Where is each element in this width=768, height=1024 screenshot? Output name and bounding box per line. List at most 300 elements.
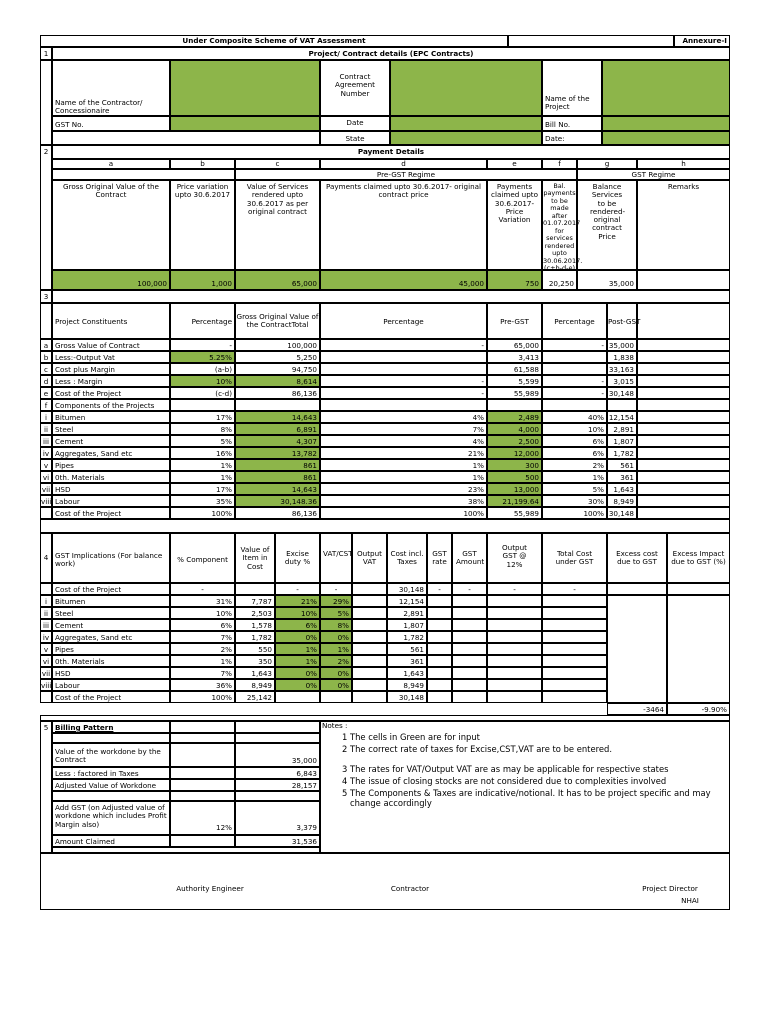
constituent-post-gst: 3,015 (607, 375, 637, 387)
header-output-vat: Output VAT (352, 533, 387, 583)
constituent-post-gst: 12,154 (607, 411, 637, 423)
constituent-percentage-3: 30% (542, 495, 607, 507)
constituent-gross-value: 5,250 (235, 351, 320, 363)
header-cost-incl-taxes: Cost incl. Taxes (387, 533, 427, 583)
constituent-pre-gst: 300 (487, 459, 542, 471)
gst-row-output-gst (487, 607, 542, 619)
constituent-percentage-2 (320, 351, 487, 363)
gst-row-component: 10% (170, 607, 235, 619)
constituent-label: Cement (52, 435, 170, 447)
gst-row-total (542, 631, 607, 643)
row-index: a (40, 339, 52, 351)
constituent-gross-value: 6,891 (235, 423, 320, 435)
gst-row-component: 7% (170, 631, 235, 643)
row-index: v (40, 459, 52, 471)
constituent-pre-gst: 2,489 (487, 411, 542, 423)
billing-blank-row2c (235, 733, 320, 743)
gst-row-value: 7,787 (235, 595, 275, 607)
gst-row-excise: 0% (275, 667, 320, 679)
date-label: Date (320, 116, 390, 131)
gst-row-label: Cost of the Project (52, 583, 170, 595)
gst-row-component: 7% (170, 667, 235, 679)
gst-row-cost-incl: 1,807 (387, 619, 427, 631)
constituent-spare (637, 375, 730, 387)
section1-left-margin (40, 60, 52, 145)
row-index: e (40, 387, 52, 399)
gst-row-cost-incl: 30,148 (387, 691, 427, 703)
constituent-percentage: 17% (170, 483, 235, 495)
section2-title: Payment Details (52, 145, 730, 159)
constituent-spare (637, 483, 730, 495)
gst-row-output-gst (487, 667, 542, 679)
gst-row-excise: 0% (275, 679, 320, 691)
constituent-post-gst (607, 399, 637, 411)
note-text: The Components & Taxes are indicative/notional. It has to be project specific and may change accordingly (350, 788, 711, 808)
constituent-pre-gst: 55,989 (487, 507, 542, 519)
billing-blank-row2a (52, 733, 170, 743)
value-price-variation[interactable]: 1,000 (170, 270, 235, 290)
gst-row-cost-incl: 12,154 (387, 595, 427, 607)
section4-cost-row-spare (40, 583, 52, 595)
contractor-label: Name of the Contractor/ Concessionaire (52, 60, 170, 116)
gst-row-vat: 0% (320, 679, 352, 691)
gst-row-vat: 2% (320, 655, 352, 667)
gst-row-value: 1,643 (235, 667, 275, 679)
gst-row-output-gst (487, 679, 542, 691)
gst-row-cost-incl: 1,782 (387, 631, 427, 643)
constituent-gross-value: 30,148.36 (235, 495, 320, 507)
gst-row-rate (427, 667, 452, 679)
header-gst-implications: GST Implications (For balance work) (52, 533, 170, 583)
billing-blank-row2b (170, 733, 235, 743)
gst-row-rate (427, 655, 452, 667)
row-index: vii (41, 485, 51, 494)
header-percentage-3: Percentage (542, 303, 607, 339)
billing-adjusted-label: Adjusted Value of Workdone (52, 779, 170, 791)
header-spacer (508, 35, 674, 47)
constituent-label: 0th. Materials (52, 471, 170, 483)
gst-row-output-gst: - (487, 583, 542, 595)
constituent-pre-gst: 61,588 (487, 363, 542, 375)
section1-title: Project/ Contract details (EPC Contracts) (52, 47, 730, 60)
constituent-label: Cost of the Project (52, 507, 170, 519)
gst-row-total (542, 643, 607, 655)
constituent-post-gst: 1,643 (607, 483, 637, 495)
constituent-percentage: 35% (170, 495, 235, 507)
gst-row-output-vat (352, 667, 387, 679)
billing-add-gst-pct: 12% (170, 801, 235, 835)
value-payments-original[interactable]: 45,000 (320, 270, 487, 290)
constituent-percentage-2: - (320, 375, 487, 387)
section3-number: 3 (40, 290, 52, 303)
constituent-percentage-3: 2% (542, 459, 607, 471)
gst-row-total (542, 667, 607, 679)
constituent-percentage: 1% (170, 471, 235, 483)
note-number: 4 (342, 776, 348, 786)
value-balance-payments: 20,250 (542, 270, 577, 290)
gst-row-output-vat (352, 619, 387, 631)
billing-workdone-label: Value of the workdone by the Contract (52, 743, 170, 767)
project-name-label: Name of the Project (542, 60, 602, 116)
constituent-percentage-2: 23% (320, 483, 487, 495)
gst-row-output-gst (487, 643, 542, 655)
gst-row-vat: 5% (320, 607, 352, 619)
header-gst-rate: GST rate (427, 533, 452, 583)
constituent-percentage (170, 399, 235, 411)
header-gross-original-total: Gross Original Value of the ContractTotal (235, 303, 320, 339)
row-index: f (40, 399, 52, 411)
billing-taxes-value: 6,843 (235, 767, 320, 779)
gst-row-output-vat (352, 655, 387, 667)
constituent-percentage-2 (320, 399, 487, 411)
billing-add-gst-label: Add GST (on Adjusted value of workdone which includes Profit Margin also) (52, 801, 170, 835)
billing-blank-row6c (235, 791, 320, 801)
gst-row-value: 8,949 (235, 679, 275, 691)
constituent-percentage: (c-d) (170, 387, 235, 399)
constituent-label: Pipes (52, 459, 170, 471)
billing-workdone-pct (170, 743, 235, 767)
gst-row-excise: 6% (275, 619, 320, 631)
gst-row-vat: - (320, 583, 352, 595)
section3-left-margin (40, 303, 52, 339)
row-index: c (40, 363, 52, 375)
constituent-spare (637, 411, 730, 423)
constituent-gross-value: 13,782 (235, 447, 320, 459)
gst-row-rate (427, 595, 452, 607)
gst-row-value: 25,142 (235, 691, 275, 703)
gst-row-index: iii (40, 619, 52, 631)
header-balance-services: Balance Services to be rendered-original contract Price (577, 180, 637, 270)
section1-number: 1 (40, 47, 52, 60)
constituent-gross-value (235, 399, 320, 411)
gst-row-vat: 0% (320, 667, 352, 679)
header-post-gst: Post-GST (607, 303, 637, 339)
gst-row-value (235, 583, 275, 595)
gst-row-label: Cement (52, 619, 170, 631)
gst-row-output-vat (352, 631, 387, 643)
note-number: 2 (342, 744, 348, 754)
constituent-percentage-2: 38% (320, 495, 487, 507)
constituent-percentage-2: 21% (320, 447, 487, 459)
constituent-percentage-3: 10% (542, 423, 607, 435)
constituent-pre-gst: 21,199.64 (487, 495, 542, 507)
gst-row-output-gst (487, 655, 542, 667)
header-balance-payments: Bal. payments to be made after 01.07.2017 for services rendered upto 30.06.2017. (c+b-d-e) (543, 182, 583, 273)
constituent-spare (637, 435, 730, 447)
gst-row-vat (320, 691, 352, 703)
bill-no-input[interactable] (602, 116, 730, 131)
constituent-label: Labour (52, 495, 170, 507)
constituent-label: HSD (52, 483, 170, 495)
constituent-percentage: (a-b) (170, 363, 235, 375)
constituent-percentage-3: - (542, 375, 607, 387)
org-label: NHAI (681, 896, 699, 905)
value-gross-original[interactable]: 100,000 (52, 270, 170, 290)
note-text: The issue of closing stocks are not considered due to complexities involved (350, 776, 667, 786)
constituent-percentage-3: - (542, 339, 607, 351)
gst-row-rate (427, 643, 452, 655)
gst-row-vat: 1% (320, 643, 352, 655)
gst-row-component: 6% (170, 619, 235, 631)
header-vat-cst: VAT/CST (320, 533, 352, 583)
constituent-post-gst: 561 (607, 459, 637, 471)
value-services-rendered[interactable]: 65,000 (235, 270, 320, 290)
constituent-percentage-2: 4% (320, 411, 487, 423)
gst-row-rate (427, 607, 452, 619)
gst-row-value: 2,503 (235, 607, 275, 619)
row-index: viii (41, 497, 52, 506)
billing-adjusted-pct (170, 779, 235, 791)
constituent-pre-gst: 12,000 (487, 447, 542, 459)
col-letter-e: e (487, 159, 542, 169)
header-value-of-item: Value of Item in Cost (235, 533, 275, 583)
header-percentage: Percentage (170, 303, 235, 339)
constituent-percentage: 16% (170, 447, 235, 459)
excess-cost-value: -3464 (607, 703, 667, 715)
gst-row-component: 1% (170, 655, 235, 667)
gst-row-cost-incl: 361 (387, 655, 427, 667)
constituent-label: Less : Margin (52, 375, 170, 387)
section3-header-spare (637, 303, 730, 339)
header-excess-impact: Excess Impact due to GST (%) (667, 533, 730, 583)
gst-row-cost-incl: 561 (387, 643, 427, 655)
constituent-percentage-3 (542, 351, 607, 363)
gst-row-index: i (40, 595, 52, 607)
row-index: i (40, 411, 52, 423)
constituent-spare (637, 351, 730, 363)
row-index: vi (40, 471, 52, 483)
constituent-percentage-3: 5% (542, 483, 607, 495)
constituent-spare (637, 399, 730, 411)
gst-row-total (542, 679, 607, 691)
gst-row-total (542, 691, 607, 703)
signature-block (40, 853, 730, 910)
constituent-percentage-2: 100% (320, 507, 487, 519)
gst-row-excise: 0% (275, 631, 320, 643)
constituent-percentage-3: - (542, 387, 607, 399)
gst-row-amount (452, 619, 487, 631)
date2-label: Date: (542, 131, 602, 145)
constituent-post-gst: 30,148 (607, 387, 637, 399)
constituent-percentage-2: 1% (320, 471, 487, 483)
constituent-post-gst: 1,838 (607, 351, 637, 363)
gst-row-excise: 1% (275, 643, 320, 655)
gst-row-value: 1,578 (235, 619, 275, 631)
constituent-post-gst: 1,782 (607, 447, 637, 459)
section2-number: 2 (40, 145, 52, 290)
constituent-percentage-2: 4% (320, 435, 487, 447)
header-total-cost-gst: Total Cost under GST (542, 533, 607, 583)
header-excess-cost: Excess cost due to GST (607, 533, 667, 583)
gst-row-amount (452, 679, 487, 691)
vat-assessment-sheet (40, 35, 730, 910)
gst-row-total: - (542, 583, 607, 595)
excess-cost-top (607, 583, 667, 595)
gst-row-output-gst (487, 631, 542, 643)
gst-row-vat: 0% (320, 631, 352, 643)
header-percentage-2: Percentage (320, 303, 487, 339)
gst-row-label: Bitumen (52, 595, 170, 607)
header-project-constituents: Project Constituents (52, 303, 170, 339)
col-letter-a: a (52, 159, 170, 169)
billing-amount-claimed-label: Amount Claimed (52, 835, 170, 847)
regime-row-blank (52, 169, 235, 180)
gst-row-excise: 21% (275, 595, 320, 607)
header-component: % Component (170, 533, 235, 583)
col-letter-b: b (170, 159, 235, 169)
date2-input[interactable] (602, 131, 730, 145)
constituent-percentage: 5.25% (170, 351, 235, 363)
gst-row-output-vat (352, 583, 387, 595)
constituent-spare (637, 507, 730, 519)
gst-row-label: Steel (52, 607, 170, 619)
header-gst-amount: GST Amount (452, 533, 487, 583)
constituent-percentage-2: - (320, 387, 487, 399)
note-text: The rates for VAT/Output VAT are as may be applicable for respective states (350, 764, 669, 774)
billing-blank-row6a (52, 791, 170, 801)
gst-row-value: 1,782 (235, 631, 275, 643)
gst-row-total (542, 607, 607, 619)
state-row-blank (52, 131, 320, 145)
constituent-percentage-2 (320, 363, 487, 375)
constituent-label: Components of the Projects (52, 399, 170, 411)
excess-impact-top (667, 583, 730, 595)
gst-row-cost-incl: 1,643 (387, 667, 427, 679)
header-output-gst: Output GST @ 12% (487, 533, 542, 583)
gst-row-rate (427, 619, 452, 631)
annexure-label: Annexure-I (674, 35, 730, 47)
constituent-percentage-3: 100% (542, 507, 607, 519)
header-payments-claimed-original: Payments claimed upto 30.6.2017- original contract price (320, 180, 487, 270)
gst-no-input[interactable] (170, 116, 320, 131)
constituent-post-gst: 30,148 (607, 507, 637, 519)
gst-row-amount (452, 643, 487, 655)
constituent-label: Gross Value of Contract (52, 339, 170, 351)
billing-blank-row6b (170, 791, 235, 801)
gst-row-amount (452, 667, 487, 679)
notes-title: Notes : (322, 721, 348, 730)
constituent-post-gst: 8,949 (607, 495, 637, 507)
gst-row-component: 100% (170, 691, 235, 703)
header-remarks: Remarks (637, 180, 730, 270)
contractor-input[interactable] (170, 60, 320, 116)
constituent-pre-gst: 2,500 (487, 435, 542, 447)
constituent-pre-gst: 55,989 (487, 387, 542, 399)
constituent-spare (637, 471, 730, 483)
constituent-spare (637, 363, 730, 375)
constituent-percentage-3: 1% (542, 471, 607, 483)
constituent-percentage: 5% (170, 435, 235, 447)
gst-row-label: Cost of the Project (52, 691, 170, 703)
header-price-variation: Price variation upto 30.6.2017 (170, 180, 235, 270)
col-letter-g: g (577, 159, 637, 169)
constituent-gross-value: 14,643 (235, 483, 320, 495)
section5-number: 5 (40, 721, 52, 853)
contract-agreement-input[interactable] (390, 60, 542, 116)
constituent-label: Bitumen (52, 411, 170, 423)
gst-row-index: ii (40, 607, 52, 619)
billing-pattern-title: Billing Pattern (52, 721, 170, 733)
gst-row-output-vat (352, 679, 387, 691)
billing-amount-claimed-value: 31,536 (235, 835, 320, 847)
gst-row-excise: 1% (275, 655, 320, 667)
value-remarks (637, 270, 730, 290)
constituent-percentage-3: 6% (542, 447, 607, 459)
header-gross-original-value: Gross Original Value of the Contract (52, 180, 170, 270)
section4-number: 4 (40, 533, 52, 583)
constituent-pre-gst: 4,000 (487, 423, 542, 435)
gst-row-component: - (170, 583, 235, 595)
constituent-percentage: 17% (170, 411, 235, 423)
constituent-gross-value: 86,136 (235, 387, 320, 399)
header-excise-duty: Excise duty % (275, 533, 320, 583)
constituent-label: Aggregates, Sand etc (52, 447, 170, 459)
constituent-percentage-3 (542, 363, 607, 375)
contractor-signature: Contractor (390, 884, 430, 893)
billing-taxes-label: Less : factored in Taxes (52, 767, 170, 779)
gst-row-value: 350 (235, 655, 275, 667)
constituent-spare (637, 387, 730, 399)
gst-row-rate (427, 631, 452, 643)
value-payments-pv[interactable]: 750 (487, 270, 542, 290)
gst-row-amount (452, 631, 487, 643)
constituent-percentage: - (170, 339, 235, 351)
gst-row-label: Aggregates, Sand etc (52, 631, 170, 643)
constituent-pre-gst (487, 399, 542, 411)
constituent-gross-value: 861 (235, 471, 320, 483)
gst-row-total (542, 619, 607, 631)
gst-row-output-vat (352, 595, 387, 607)
gst-row-component: 31% (170, 595, 235, 607)
gst-row-output-vat (352, 607, 387, 619)
constituent-pre-gst: 65,000 (487, 339, 542, 351)
date-input[interactable] (390, 116, 542, 131)
row-index: ii (40, 423, 52, 435)
billing-amount-claimed-pct (170, 835, 235, 847)
constituent-post-gst: 361 (607, 471, 637, 483)
gst-row-output-vat (352, 643, 387, 655)
gst-regime-label: GST Regime (577, 169, 730, 180)
gst-row-total (542, 595, 607, 607)
header-pre-gst: Pre-GST (487, 303, 542, 339)
constituent-pre-gst: 5,599 (487, 375, 542, 387)
row-index: iv (40, 447, 52, 459)
bill-no-label: Bill No. (542, 116, 602, 131)
gst-row-rate (427, 691, 452, 703)
gst-row-output-gst (487, 619, 542, 631)
gst-row-amount: - (452, 583, 487, 595)
row-index: b (40, 351, 52, 363)
note-number: 5 (342, 788, 348, 798)
gst-row-vat: 8% (320, 619, 352, 631)
constituent-percentage-2: 7% (320, 423, 487, 435)
constituent-gross-value: 4,307 (235, 435, 320, 447)
state-input[interactable] (390, 131, 542, 145)
project-director-signature: Project Director (642, 884, 698, 893)
constituent-label: Cost of the Project (52, 387, 170, 399)
constituent-spare (637, 423, 730, 435)
gst-row-total (542, 655, 607, 667)
gst-row-rate: - (427, 583, 452, 595)
constituent-post-gst: 35,000 (607, 339, 637, 351)
gst-row-component: 2% (170, 643, 235, 655)
constituent-gross-value: 8,614 (235, 375, 320, 387)
gst-row-label: HSD (52, 667, 170, 679)
col-letter-d: d (320, 159, 487, 169)
project-name-input[interactable] (602, 60, 730, 116)
constituent-spare (637, 339, 730, 351)
header-value-services: Value of Services rendered upto 30.6.2017 as per original contract (235, 180, 320, 270)
